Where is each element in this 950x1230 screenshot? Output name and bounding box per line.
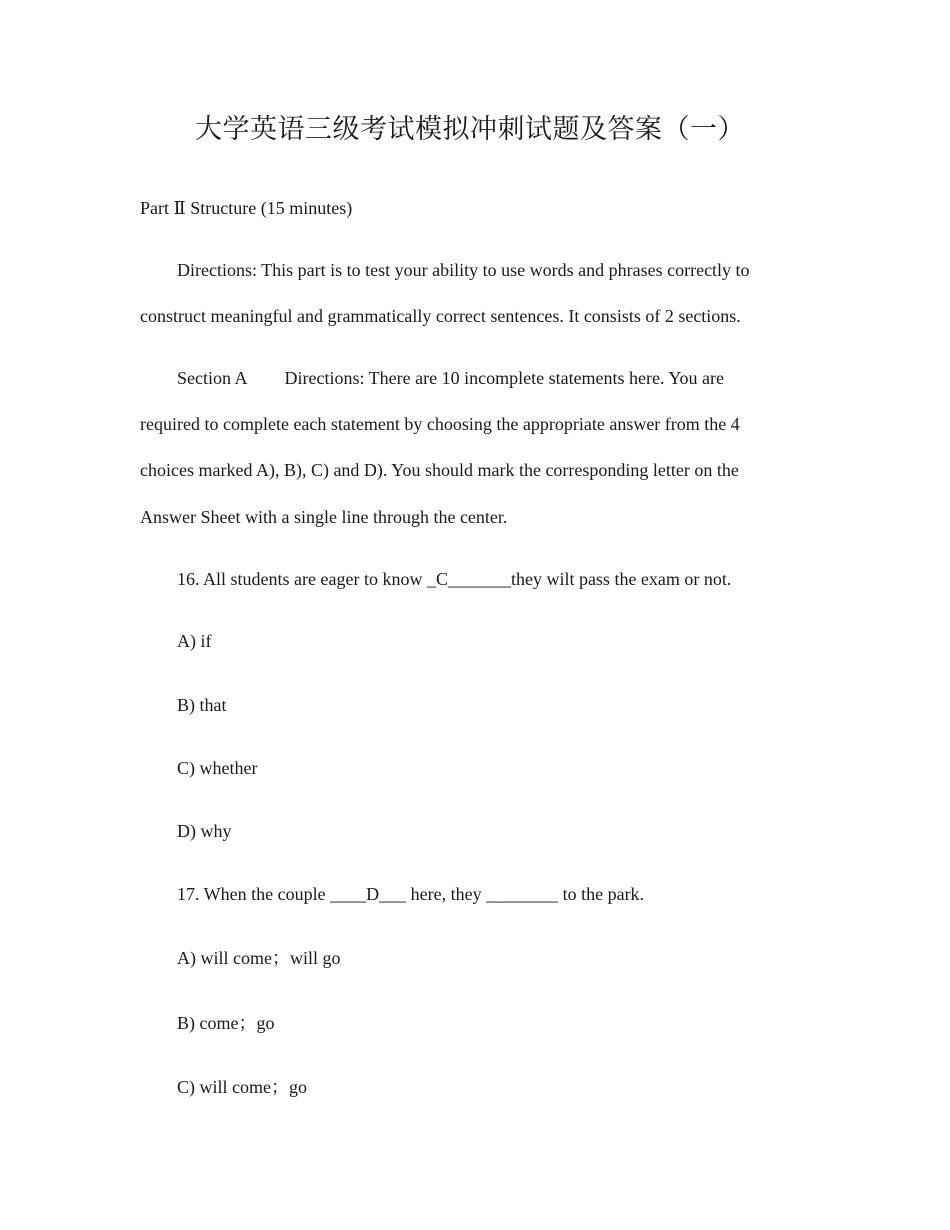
question-16-stem: 16. All students are eager to know _C_______they wilt pass the exam or not.: [177, 569, 732, 589]
section-a-directions-line-1: Directions: There are 10 incomplete statements here. You are: [284, 368, 725, 388]
section-a-directions-line-4: Answer Sheet with a single line through the center.: [140, 507, 508, 527]
question-16-option-a: A) if: [177, 631, 212, 651]
section-a-label: Section A: [177, 368, 248, 388]
directions-line-2: construct meaningful and grammatically correct sentences. It consists of 2 sections.: [140, 306, 741, 326]
question-17-option-b: B) come；go: [177, 1013, 275, 1033]
question-17-stem: 17. When the couple ____D___ here, they ________ to the park.: [177, 884, 645, 904]
question-16-option-c: C) whether: [177, 758, 258, 778]
section-a-directions-line-2: required to complete each statement by choosing the appropriate answer from the 4: [140, 414, 740, 434]
question-17-option-c: C) will come；go: [177, 1077, 307, 1097]
section-a-directions-line-3: choices marked A), B), C) and D). You should mark the corresponding letter on the: [140, 460, 739, 480]
question-16-option-d: D) why: [177, 821, 232, 841]
question-16-option-b: B) that: [177, 695, 227, 715]
document-title: 大学英语三级考试模拟冲刺试题及答案（一）: [195, 114, 745, 145]
part-heading: Part Ⅱ Structure (15 minutes): [140, 198, 353, 218]
directions-line-1: Directions: This part is to test your ability to use words and phrases correctly to: [177, 260, 750, 280]
section-a-first-line: [177, 366, 724, 390]
question-17-option-a: A) will come；will go: [177, 948, 341, 968]
